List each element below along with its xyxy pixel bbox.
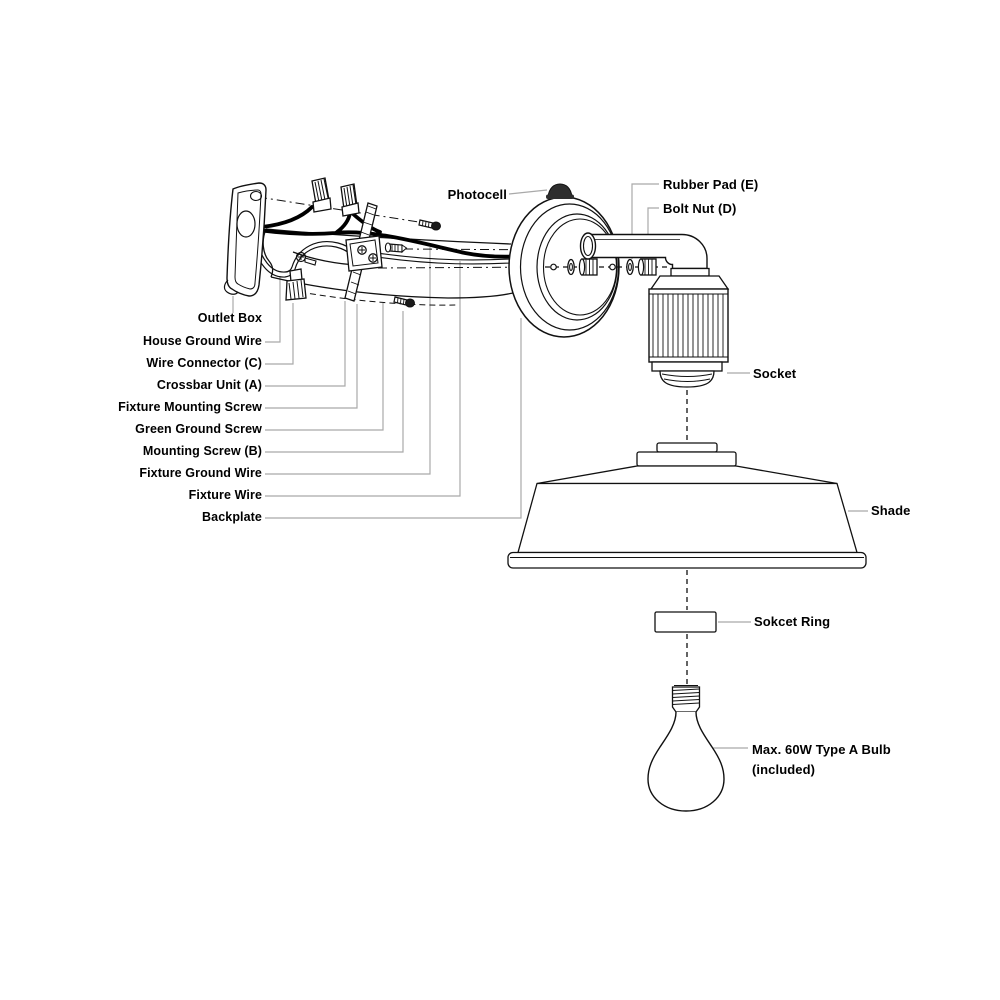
label-bulb-line1: Max. 60W Type A Bulb bbox=[752, 742, 891, 757]
label-bulb bbox=[752, 740, 891, 780]
label-backplate: Backplate bbox=[202, 510, 262, 524]
socket-drawing bbox=[649, 269, 728, 388]
label-green-ground-screw: Green Ground Screw bbox=[135, 422, 262, 436]
label-shade: Shade bbox=[871, 503, 911, 518]
bulb-drawing bbox=[648, 686, 724, 812]
label-house-ground-wire: House Ground Wire bbox=[143, 334, 262, 348]
label-crossbar-unit: Crossbar Unit (A) bbox=[156, 378, 262, 392]
label-socket: Socket bbox=[753, 366, 797, 381]
label-fixture-mounting-screw: Fixture Mounting Screw bbox=[118, 400, 262, 414]
outlet-box-drawing bbox=[224, 183, 266, 296]
label-bulb-line2: (included) bbox=[752, 762, 816, 777]
wire-connector-caps bbox=[286, 178, 359, 300]
label-bolt-nut: Bolt Nut (D) bbox=[663, 201, 737, 216]
shade-drawing bbox=[508, 443, 866, 568]
label-photocell: Photocell bbox=[447, 187, 507, 202]
label-mounting-screw-b: Mounting Screw (B) bbox=[142, 444, 262, 458]
label-rubber-pad: Rubber Pad (E) bbox=[663, 177, 759, 192]
label-outlet-box: Outlet Box bbox=[197, 311, 262, 325]
socket-ring-drawing bbox=[655, 612, 716, 632]
label-socket-ring: Sokcet Ring bbox=[754, 614, 831, 629]
label-wire-connector: Wire Connector (C) bbox=[146, 356, 262, 370]
photocell-dome bbox=[546, 184, 574, 199]
label-fixture-wire: Fixture Wire bbox=[188, 488, 262, 502]
label-fixture-ground-wire: Fixture Ground Wire bbox=[139, 466, 262, 480]
